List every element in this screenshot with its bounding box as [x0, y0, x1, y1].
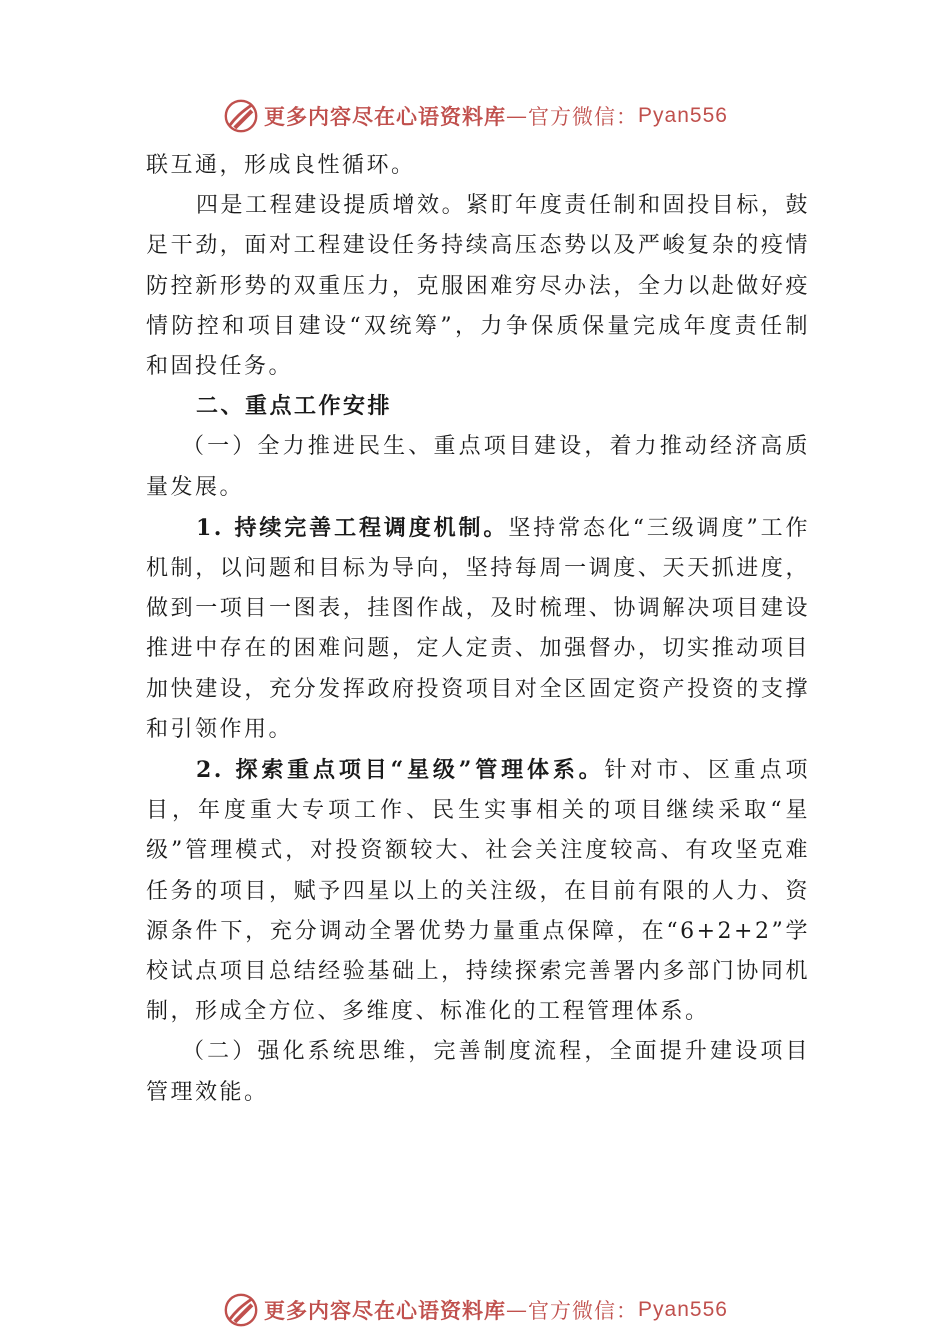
watermark-brand-text: 更多内容尽在心语资料库 [264, 1298, 507, 1323]
paragraph-engineering: 四是工程建设提质增效。紧盯年度责任制和固投目标，鼓足干劲，面对工程建设任务持续高压态势以及严峻复杂的疫情防控新形势的双重压力，克服困难穷尽办法，全力以赴做好疫情防控和项目建设“双统筹”，力争保质保量完成年度责任制和固投任务。 [146, 193, 810, 380]
paragraph-continuation: 联互通，形成良性循环。 [146, 153, 416, 178]
item-2-title: 2. 探索重点项目“星级”管理体系。 [196, 757, 605, 784]
subsection-heading-2: （二）强化系统思维，完善制度流程，全面提升建设项目管理效能。 [146, 1039, 810, 1105]
item-2-paragraph [146, 750, 810, 1032]
document-body [146, 146, 810, 1113]
header-watermark [0, 94, 950, 138]
watermark-dash: — [506, 1298, 529, 1322]
item-1-paragraph [146, 508, 810, 750]
footer-watermark [0, 1288, 950, 1332]
watermark-dash: — [506, 104, 529, 128]
pen-logo-icon [222, 97, 260, 135]
subsection-heading-1: （一）全力推进民生、重点项目建设，着力推动经济高质量发展。 [146, 434, 810, 500]
watermark-brand-text: 更多内容尽在心语资料库 [264, 104, 507, 129]
item-2-body: 针对市、区重点项目，年度重大专项工作、民生实事相关的项目继续采取“星级”管理模式，对投资额较大、社会关注度较高、有攻坚克难任务的项目，赋予四星以上的关注级，在目前有限的人力、资源条件下，充分调动全署优势力量重点保障，在“6+2+2”学校试点项目总结经验基础上，持续探索完善署内多部门协同机制，形成全方位、多维度、标准化的工程管理体系。 [146, 758, 810, 1025]
watermark-wechat-id: Pyan556 [638, 1298, 728, 1321]
watermark-wechat-id: Pyan556 [638, 104, 728, 127]
watermark-wechat-label: 官方微信： [528, 105, 639, 129]
pen-logo-icon [222, 1291, 260, 1329]
item-1-title: 1. 持续完善工程调度机制。 [196, 514, 509, 541]
watermark-wechat-label: 官方微信： [528, 1299, 639, 1323]
item-1-body: 坚持常态化“三级调度”工作机制，以问题和目标为导向，坚持每周一调度、天天抓进度，做到一项目一图表，挂图作战，及时梳理、协调解决项目建设推进中存在的困难问题，定人定责、加强督办，切实推动项目加快建设，充分发挥政府投资项目对全区固定资产投资的支撑和引领作用。 [146, 515, 810, 742]
section-heading: 二、重点工作安排 [196, 394, 393, 420]
